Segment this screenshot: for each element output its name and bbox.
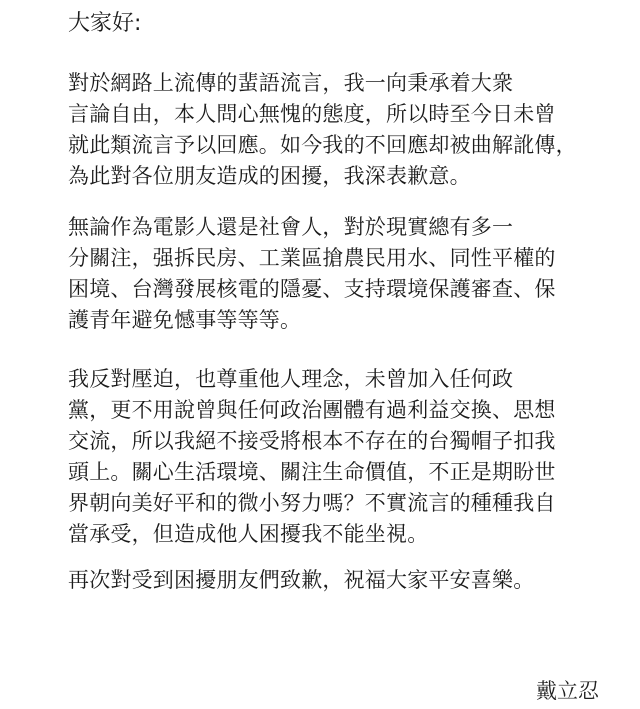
paragraph-line: 當承受，但造成他人困擾我不能坐視。	[68, 522, 429, 546]
paragraph-4	[68, 565, 618, 596]
paragraph-line: 界朝向美好平和的微小努力嗎？不實流言的種種我自	[68, 491, 556, 515]
paragraph-line: 無論作為電影人還是社會人，對於現實總有多一	[68, 215, 514, 239]
paragraph-line: 交流，所以我絕不接受將根本不存在的台獨帽子扣我	[68, 429, 556, 453]
paragraph-1	[68, 68, 618, 192]
paragraph-line: 困境、台灣發展核電的隱憂、支持環境保護審查、保	[68, 277, 556, 301]
paragraph-2	[68, 212, 618, 336]
paragraph-3	[68, 364, 618, 550]
paragraph-line: 我反對壓迫，也尊重他人理念，未曾加入任何政	[68, 367, 514, 391]
paragraph-line: 頭上。關心生活環境、關注生命價值，不正是期盼世	[68, 460, 556, 484]
paragraph-line: 再次對受到困擾朋友們致歉，祝福大家平安喜樂。	[68, 568, 535, 592]
paragraph-line: 為此對各位朋友造成的困擾，我深表歉意。	[68, 164, 471, 188]
paragraph-line: 分關注，强拆民房、工業區搶農民用水、同性平權的	[68, 246, 556, 270]
paragraph-line: 黨，更不用說曾與任何政治團體有過利益交換、思想	[68, 398, 556, 422]
paragraph-line: 對於網路上流傳的蜚語流言，我一向秉承着大衆	[68, 71, 514, 95]
paragraph-line: 護青年避免憾事等等等。	[68, 308, 302, 332]
signature: 戴立忍	[536, 679, 599, 703]
paragraph-line: 言論自由，本人問心無愧的態度，所以時至今日未曾	[68, 102, 556, 126]
paragraph-line: 就此類流言予以回應。如今我的不回應却被曲解訛傳，	[68, 133, 577, 157]
greeting: 大家好:	[68, 11, 142, 36]
